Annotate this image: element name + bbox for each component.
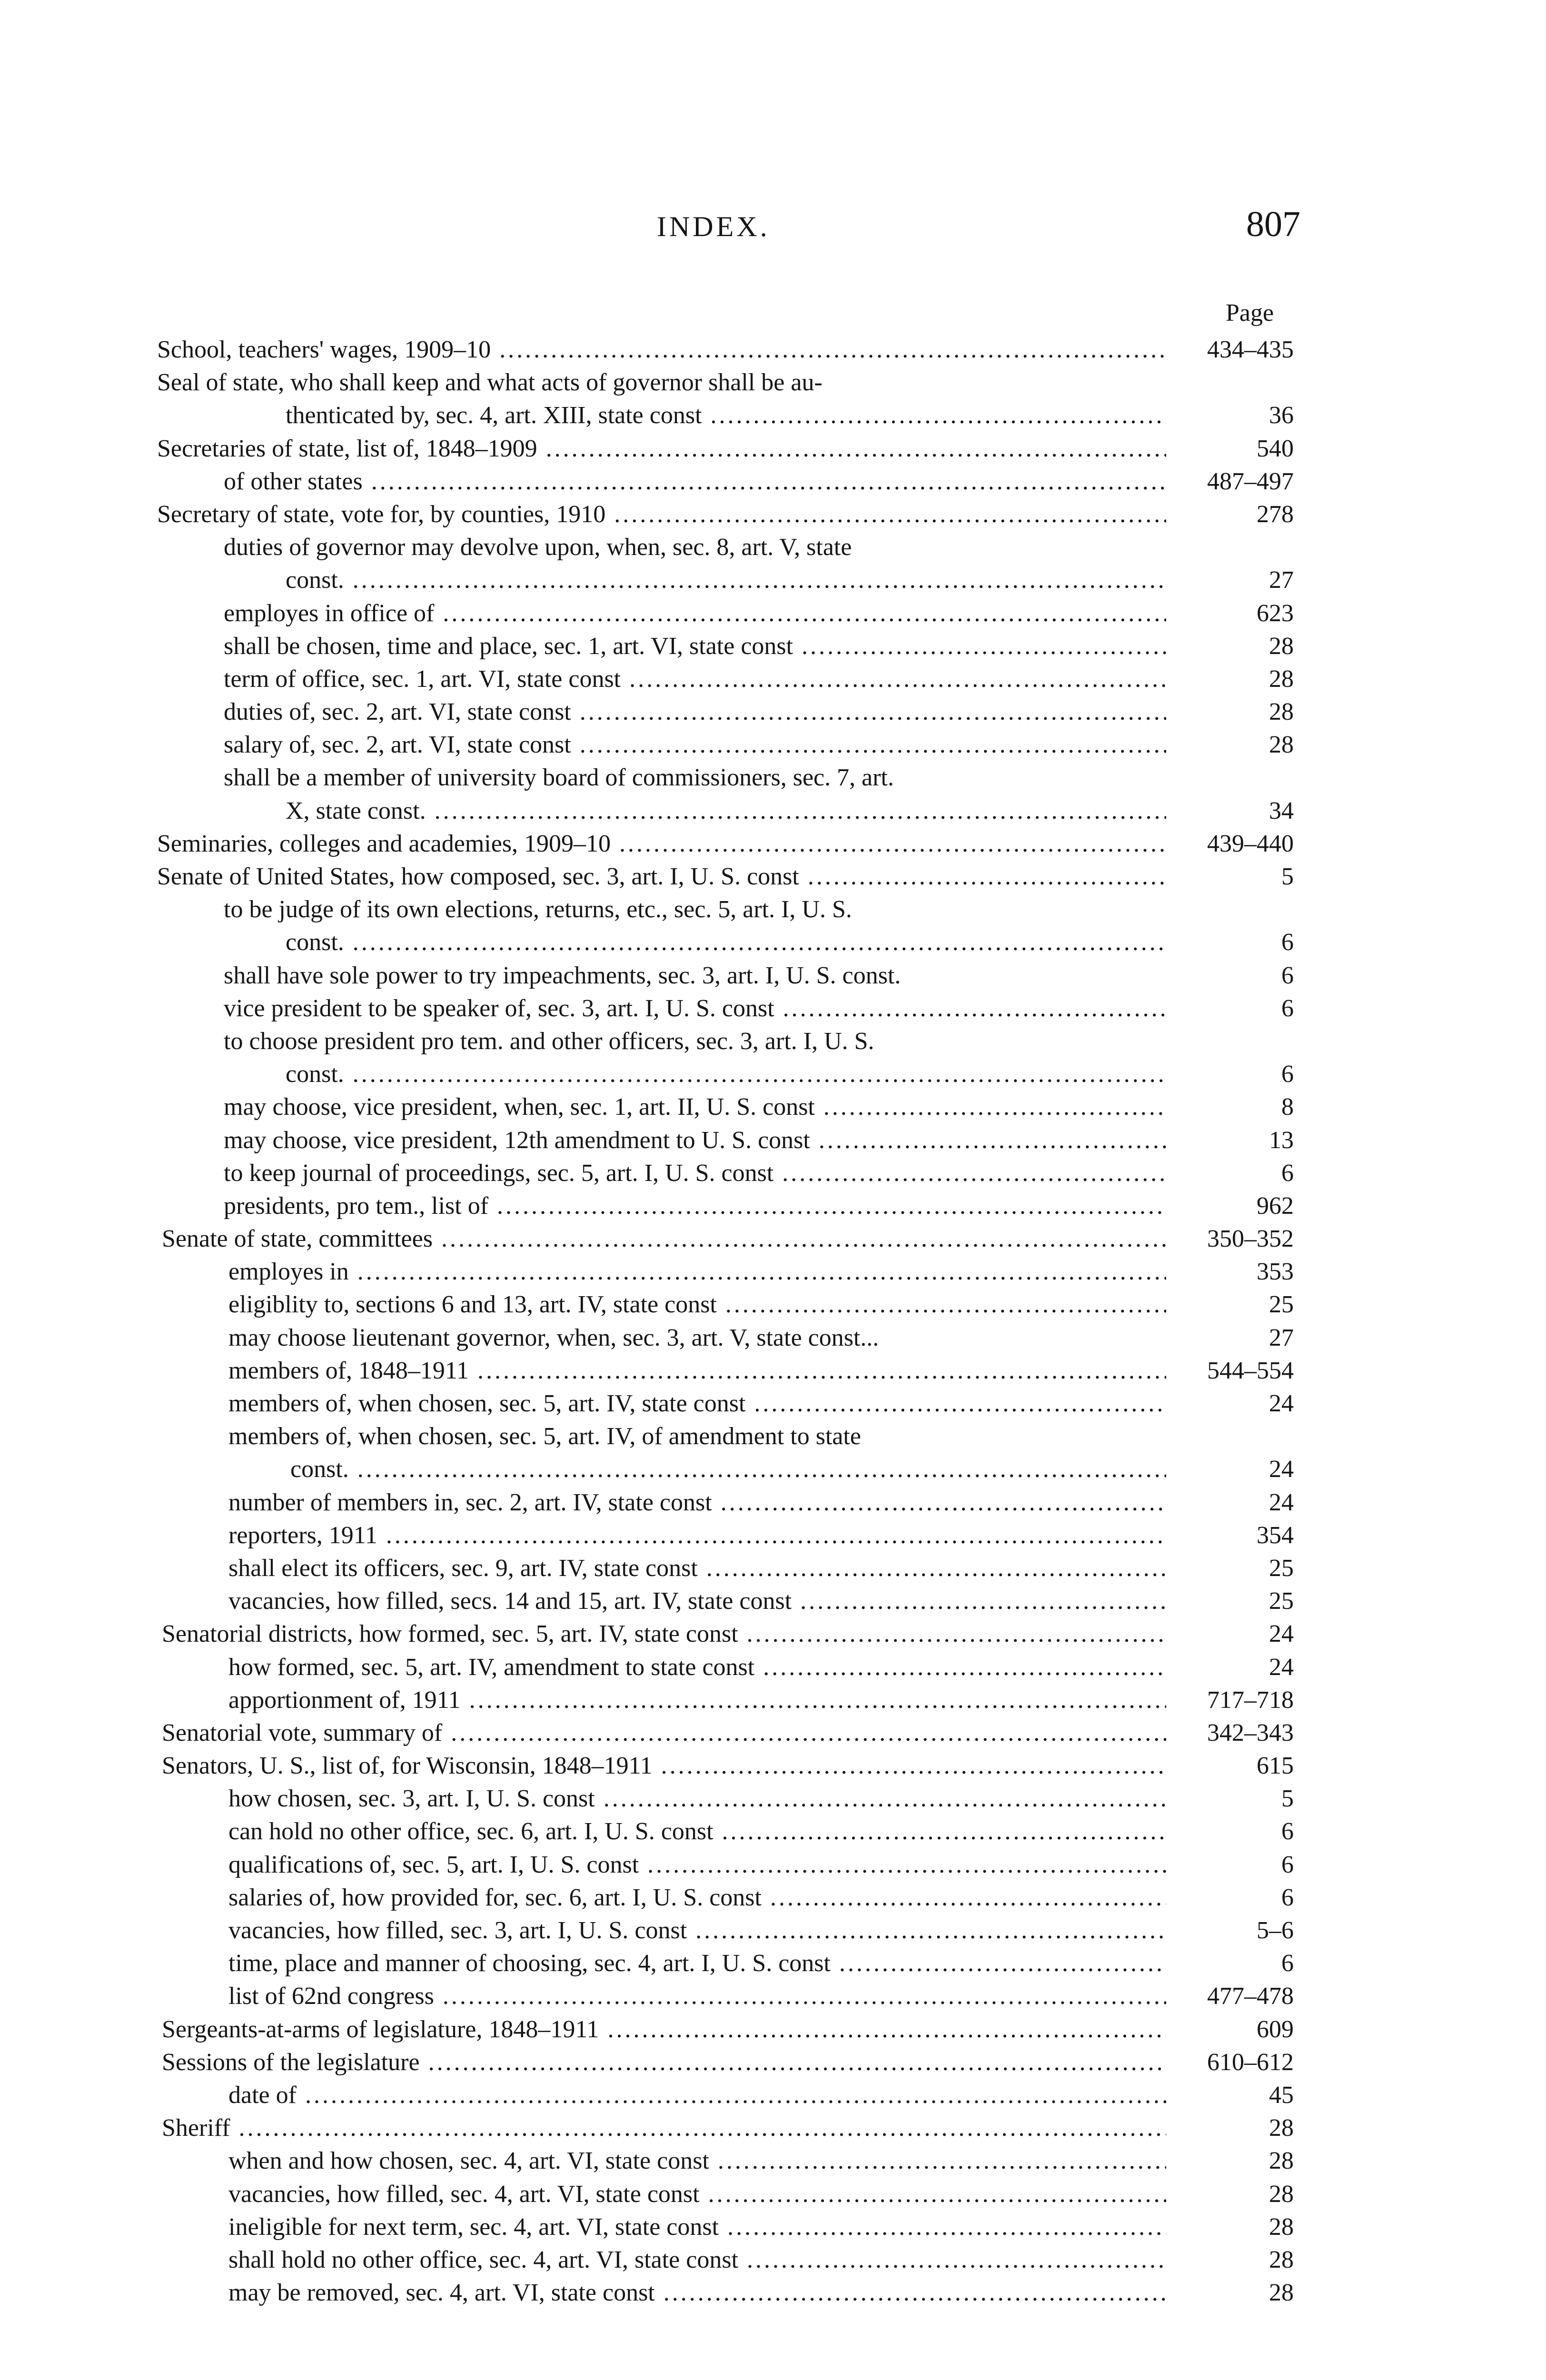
- entry-page: 354: [1257, 1521, 1294, 1549]
- entry-text: how chosen, sec. 3, art. I, U. S. const .....: [228, 1782, 1166, 1815]
- entry-text: thenticated by, sec. 4, art. XIII, state const .....: [286, 399, 1166, 432]
- index-entry: [0, 564, 1546, 596]
- index-entry: [0, 531, 1546, 564]
- index-entries: [0, 333, 1546, 2309]
- entry-page: 434–435: [1207, 336, 1294, 363]
- index-entry: [0, 465, 1546, 498]
- entry-page: 24: [1269, 1456, 1294, 1483]
- entry-text: employes in .....: [228, 1255, 1166, 1288]
- entry-text: members of, 1848–1911 .....: [228, 1354, 1166, 1387]
- entry-text: how formed, sec. 5, art. IV, amendment to state const .....: [228, 1651, 1166, 1684]
- entry-text: X, state const. .....: [286, 794, 1166, 827]
- index-entry: [0, 959, 1546, 992]
- index-entry: [0, 2046, 1546, 2079]
- entry-text: shall hold no other office, sec. 4, art. VI, state const .....: [228, 2243, 1166, 2276]
- entry-text: Sheriff .....: [162, 2112, 1166, 2144]
- index-entry: [0, 1684, 1546, 1716]
- entry-text: const. .....: [290, 1453, 1166, 1486]
- entry-text: may choose, vice president, 12th amendment to U. S. const .....: [224, 1124, 1166, 1157]
- entry-text: members of, when chosen, sec. 5, art. IV, of amendment to state: [228, 1423, 861, 1450]
- entry-page: 24: [1269, 1620, 1294, 1648]
- index-entry: [0, 432, 1546, 465]
- index-entry: [0, 2013, 1546, 2046]
- entry-page: 5–6: [1257, 1917, 1294, 1944]
- index-entry: [0, 2079, 1546, 2112]
- entry-page: 544–554: [1207, 1357, 1294, 1384]
- entry-text: const. .....: [286, 564, 1166, 596]
- index-entry: [0, 728, 1546, 761]
- entry-text: may be removed, sec. 4, art. VI, state const .....: [228, 2276, 1166, 2309]
- index-entry: [0, 597, 1546, 630]
- index-entry: [0, 1255, 1546, 1288]
- index-entry: [0, 1519, 1546, 1552]
- entry-text: Senators, U. S., list of, for Wisconsin, 1848–1911 .....: [162, 1749, 1166, 1782]
- entry-page: 6: [1281, 1159, 1294, 1187]
- index-entry: [0, 1058, 1546, 1091]
- entry-page: 717–718: [1207, 1686, 1294, 1714]
- index-entry: [0, 893, 1546, 926]
- entry-text: qualifications of, sec. 5, art. I, U. S. const .....: [228, 1848, 1166, 1881]
- entry-text: School, teachers' wages, 1909–10 .....: [157, 333, 1166, 366]
- index-entry: [0, 992, 1546, 1025]
- entry-page: 13: [1269, 1126, 1294, 1154]
- index-entry: [0, 860, 1546, 893]
- index-entry: [0, 366, 1546, 399]
- index-entry: [0, 1190, 1546, 1222]
- entry-page: 28: [1269, 665, 1294, 693]
- entry-text: vice president to be speaker of, sec. 3, art. I, U. S. const .....: [224, 992, 1166, 1025]
- entry-text: reporters, 1911 .....: [228, 1519, 1166, 1552]
- entry-text: when and how chosen, sec. 4, art. VI, state const .....: [228, 2144, 1166, 2177]
- index-entry: [0, 1157, 1546, 1190]
- index-entry: [0, 1881, 1546, 1914]
- index-entry: [0, 695, 1546, 728]
- entry-text: Seminaries, colleges and academies, 1909–10 .....: [157, 827, 1166, 860]
- entry-page: 615: [1257, 1752, 1294, 1780]
- entry-text: Seal of state, who shall keep and what acts of governor shall be au-: [157, 369, 823, 397]
- entry-page: 25: [1269, 1291, 1294, 1319]
- entry-text: shall elect its officers, sec. 9, art. IV, state const .....: [228, 1552, 1166, 1585]
- entry-text: to be judge of its own elections, returns, etc., sec. 5, art. I, U. S.: [224, 896, 852, 923]
- entry-text: may choose, vice president, when, sec. 1, art. II, U. S. const .....: [224, 1091, 1166, 1123]
- entry-page: 439–440: [1207, 830, 1294, 857]
- index-entry: [0, 1091, 1546, 1123]
- entry-text: eligiblity to, sections 6 and 13, art. IV, state const .....: [228, 1288, 1166, 1321]
- entry-text: shall be a member of university board of commissioners, sec. 7, art.: [224, 764, 894, 792]
- entry-page: 36: [1269, 402, 1294, 429]
- index-entry: [0, 2144, 1546, 2177]
- entry-page: 24: [1269, 1488, 1294, 1516]
- index-entry: [0, 1420, 1546, 1453]
- entry-page: 609: [1257, 2015, 1294, 2043]
- entry-text: shall be chosen, time and place, sec. 1, art. VI, state const .....: [224, 630, 1166, 663]
- entry-text: employes in office of .....: [224, 597, 1166, 630]
- entry-page: 28: [1269, 731, 1294, 759]
- index-entry: [0, 1321, 1546, 1354]
- entry-page: 24: [1269, 1653, 1294, 1681]
- entry-page: 28: [1269, 2180, 1294, 2208]
- entry-page: 6: [1281, 1061, 1294, 1088]
- entry-page: 5: [1281, 863, 1294, 890]
- entry-page: 6: [1281, 962, 1294, 989]
- index-entry: [0, 1453, 1546, 1486]
- index-entry: [0, 2243, 1546, 2276]
- index-entry: [0, 761, 1546, 794]
- entry-page: 278: [1257, 500, 1294, 528]
- page-column-label: Page: [1226, 299, 1274, 327]
- entry-page: 28: [1269, 2147, 1294, 2175]
- page-number: 807: [1246, 204, 1300, 244]
- entry-page: 28: [1269, 2213, 1294, 2241]
- index-entry: [0, 1354, 1546, 1387]
- entry-text: date of .....: [228, 2079, 1166, 2112]
- index-entry: [0, 1815, 1546, 1848]
- entry-page: 5: [1281, 1785, 1294, 1813]
- index-entry: [0, 1914, 1546, 1947]
- index-entry: [0, 794, 1546, 827]
- entry-page: 27: [1269, 1324, 1294, 1351]
- entry-page: 6: [1281, 929, 1294, 956]
- entry-page: 45: [1269, 2081, 1294, 2109]
- entry-text: to choose president pro tem. and other officers, sec. 3, art. I, U. S.: [224, 1027, 874, 1055]
- entry-text: term of office, sec. 1, art. VI, state const .....: [224, 663, 1166, 695]
- entry-page: 6: [1281, 994, 1294, 1022]
- entry-text: apportionment of, 1911 .....: [228, 1684, 1166, 1716]
- entry-page: 6: [1281, 1851, 1294, 1878]
- entry-page: 353: [1257, 1258, 1294, 1286]
- entry-page: 28: [1269, 632, 1294, 660]
- entry-page: 6: [1281, 1950, 1294, 1977]
- index-entry: [0, 1585, 1546, 1617]
- entry-text: presidents, pro tem., list of .....: [224, 1190, 1166, 1222]
- entry-page: 6: [1281, 1818, 1294, 1845]
- entry-text: Senatorial districts, how formed, sec. 5, art. IV, state const .....: [162, 1617, 1166, 1650]
- entry-text: ineligible for next term, sec. 4, art. VI, state const .....: [228, 2211, 1166, 2243]
- index-entry: [0, 333, 1546, 366]
- entry-text: const. .....: [286, 926, 1166, 959]
- entry-text: const. .....: [286, 1058, 1166, 1091]
- entry-page: 34: [1269, 797, 1294, 824]
- index-entry: [0, 1552, 1546, 1585]
- entry-text: salary of, sec. 2, art. VI, state const .....: [224, 728, 1166, 761]
- index-entry: [0, 1124, 1546, 1157]
- entry-page: 487–497: [1207, 467, 1294, 495]
- index-entry: [0, 1651, 1546, 1684]
- entry-text: to keep journal of proceedings, sec. 5, art. I, U. S. const .....: [224, 1157, 1166, 1190]
- entry-page: 610–612: [1207, 2048, 1294, 2076]
- entry-page: 28: [1269, 698, 1294, 726]
- index-entry: [0, 2112, 1546, 2144]
- entry-text: Senate of United States, how composed, sec. 3, art. I, U. S. const .....: [157, 860, 1166, 893]
- index-entry: [0, 1387, 1546, 1420]
- entry-text: vacancies, how filled, sec. 3, art. I, U. S. const .....: [228, 1914, 1166, 1947]
- index-entry: [0, 827, 1546, 860]
- entry-page: 342–343: [1207, 1719, 1294, 1746]
- index-entry: [0, 498, 1546, 531]
- entry-page: 25: [1269, 1587, 1294, 1615]
- entry-text: list of 62nd congress .....: [228, 1980, 1166, 2013]
- entry-text: vacancies, how filled, secs. 14 and 15, art. IV, state const .....: [228, 1585, 1166, 1617]
- entry-text: salaries of, how provided for, sec. 6, art. I, U. S. const .....: [228, 1881, 1166, 1914]
- entry-page: 962: [1257, 1192, 1294, 1220]
- entry-text: duties of governor may devolve upon, when, sec. 8, art. V, state: [224, 534, 852, 561]
- entry-text: of other states .....: [224, 465, 1166, 498]
- entry-page: 350–352: [1207, 1225, 1294, 1253]
- index-entry: [0, 1947, 1546, 1980]
- index-entry: [0, 630, 1546, 663]
- index-entry: [0, 1980, 1546, 2013]
- entry-text: Secretaries of state, list of, 1848–1909 .....: [157, 432, 1166, 465]
- index-entry: [0, 1288, 1546, 1321]
- entry-text: Secretary of state, vote for, by counties, 1910 .....: [157, 498, 1166, 531]
- entry-page: 27: [1269, 566, 1294, 594]
- index-entry: [0, 1025, 1546, 1058]
- index-entry: [0, 1782, 1546, 1815]
- index-entry: [0, 2211, 1546, 2243]
- entry-page: 28: [1269, 2246, 1294, 2273]
- entry-text: Senatorial vote, summary of .....: [162, 1716, 1166, 1749]
- entry-text: number of members in, sec. 2, art. IV, state const .....: [228, 1486, 1166, 1519]
- index-entry: [0, 663, 1546, 695]
- index-entry: [0, 2178, 1546, 2211]
- index-entry: [0, 926, 1546, 959]
- entry-text: shall have sole power to try impeachments, sec. 3, art. I, U. S. const.: [224, 962, 901, 989]
- entry-page: 477–478: [1207, 1983, 1294, 2010]
- entry-text: Sergeants-at-arms of legislature, 1848–1911 .....: [162, 2013, 1166, 2046]
- index-entry: [0, 1486, 1546, 1519]
- entry-text: can hold no other office, sec. 6, art. I, U. S. const .....: [228, 1815, 1166, 1848]
- entry-text: duties of, sec. 2, art. VI, state const .....: [224, 695, 1166, 728]
- entry-page: 28: [1269, 2114, 1294, 2142]
- entry-text: Sessions of the legislature .....: [162, 2046, 1166, 2079]
- index-entry: [0, 1222, 1546, 1255]
- index-entry: [0, 2276, 1546, 2309]
- entry-text: may choose lieutenant governor, when, sec. 3, art. V, state const...: [228, 1324, 879, 1351]
- entry-text: Senate of state, committees .....: [162, 1222, 1166, 1255]
- entry-page: 24: [1269, 1390, 1294, 1417]
- index-entry: [0, 1848, 1546, 1881]
- entry-page: 8: [1281, 1093, 1294, 1121]
- index-entry: [0, 1617, 1546, 1650]
- entry-page: 28: [1269, 2279, 1294, 2307]
- entry-page: 6: [1281, 1884, 1294, 1911]
- entry-text: vacancies, how filled, sec. 4, art. VI, state const .....: [228, 2178, 1166, 2211]
- entry-text: time, place and manner of choosing, sec. 4, art. I, U. S. const .....: [228, 1947, 1166, 1980]
- entry-page: 25: [1269, 1554, 1294, 1582]
- index-entry: [0, 1749, 1546, 1782]
- index-entry: [0, 1716, 1546, 1749]
- entry-page: 623: [1257, 599, 1294, 627]
- index-entry: [0, 399, 1546, 432]
- page-title: INDEX.: [657, 211, 770, 242]
- entry-text: members of, when chosen, sec. 5, art. IV, state const .....: [228, 1387, 1166, 1420]
- entry-page: 540: [1257, 435, 1294, 462]
